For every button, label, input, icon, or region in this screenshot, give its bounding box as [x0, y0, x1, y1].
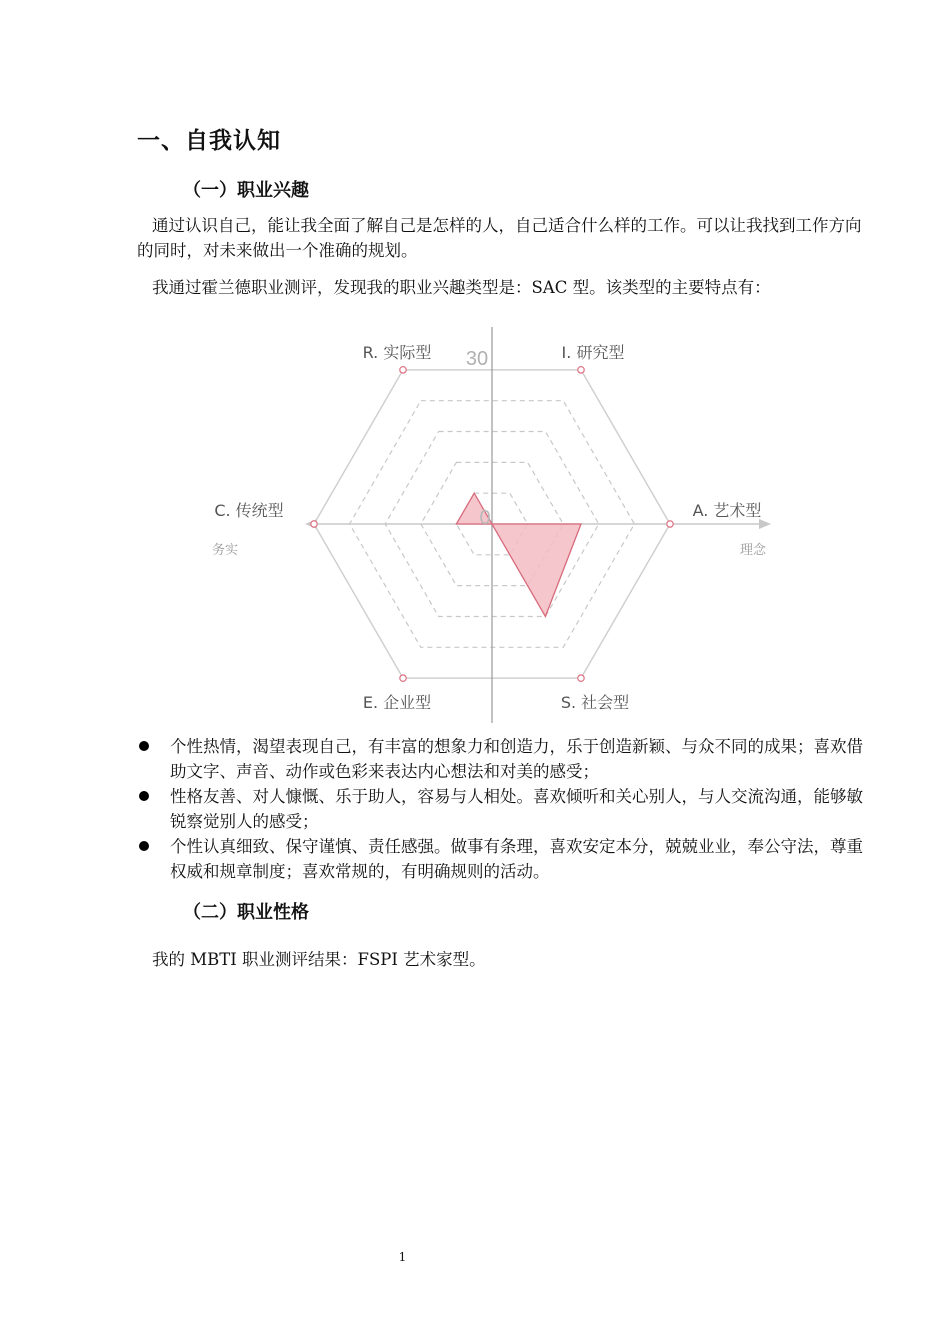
bullet-icon [139, 791, 149, 801]
axis-label: I. 研究型 [561, 343, 625, 362]
trait-text: 个性热情，渴望表现自己，有丰富的想象力和创造力，乐于创造新颖、与众不同的成果；喜欢借助文字、声音、动作或色彩来表达内心想法和对美的感受； [170, 737, 863, 781]
axis-vertex-marker [311, 521, 317, 527]
axis-arrow-right-icon [759, 519, 771, 529]
trait-text: 性格友善、对人慷慨、乐于助人，容易与人相处。喜欢倾听和关心别人，与人交流沟通，能够敏锐察觉别人的感受； [170, 787, 863, 831]
trait-item [137, 834, 867, 884]
axis-vertex-marker [400, 675, 406, 681]
scale-min-label: 0 [479, 507, 491, 529]
trait-item [137, 734, 867, 784]
axis-vertex-marker [578, 367, 584, 373]
axis-end-label-left: 务实 [211, 543, 239, 558]
axis-label: A. 艺术型 [692, 501, 762, 520]
trait-list [137, 734, 867, 884]
axis-label: S. 社会型 [560, 693, 630, 712]
scale-max-label: 30 [465, 348, 489, 370]
page-heading: 一、自我认知 [137, 128, 281, 154]
page-number: 1 [398, 1250, 407, 1264]
axis-label: E. 企业型 [362, 693, 432, 712]
holland-radar-chart [197, 325, 777, 727]
holland-result-paragraph: 我通过霍兰德职业测评，发现我的职业兴趣类型是：SAC 型。该类型的主要特点有： [152, 278, 771, 297]
axis-end-label-right: 理念 [739, 543, 767, 558]
trait-text: 个性认真细致、保守谨慎、责任感强。做事有条理，喜欢安定本分，兢兢业业，奉公守法，尊重权威和规章制度；喜欢常规的，有明确规则的活动。 [170, 837, 863, 881]
axis-vertex-marker [400, 367, 406, 373]
axis-vertex-marker [578, 675, 584, 681]
axis-label: C. 传统型 [214, 501, 284, 520]
bullet-icon [139, 841, 149, 851]
bullet-icon [139, 741, 149, 751]
axis-vertex-marker [667, 521, 673, 527]
axis-label: R. 实际型 [362, 343, 432, 362]
section-title-personality: （二）职业性格 [183, 902, 309, 923]
intro-paragraph: 通过认识自己，能让我全面了解自己是怎样的人，自己适合什么样的工作。可以让我找到工作方向的同时，对未来做出一个准确的规划。 [137, 216, 862, 260]
section-title-interest: （一）职业兴趣 [183, 180, 309, 201]
score-area [456, 493, 581, 616]
mbti-paragraph: 我的 MBTI 职业测评结果：FSPI 艺术家型。 [152, 950, 486, 969]
trait-item [137, 784, 867, 834]
